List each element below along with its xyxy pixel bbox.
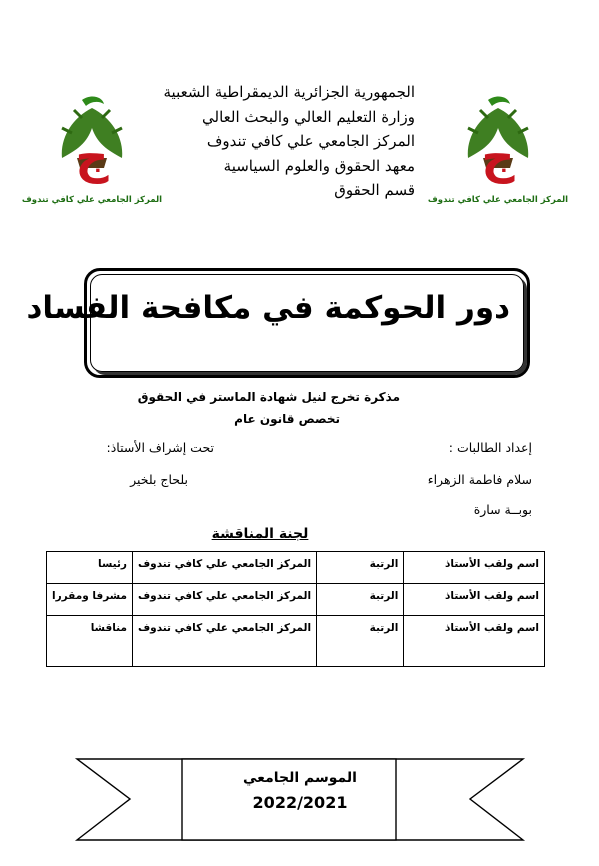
thesis-title: دور الحوكمة في مكافحة الفساد bbox=[26, 290, 510, 326]
committee-table bbox=[46, 551, 545, 667]
supervisor-label: تحت إشراف الأستاذ: bbox=[106, 440, 214, 455]
header-line-institute: معهد الحقوق والعلوم السياسية bbox=[223, 156, 415, 175]
logo-letter: ج bbox=[481, 130, 515, 184]
member-role: مشرفا ومقررا bbox=[47, 584, 133, 616]
university-logo-left bbox=[21, 88, 163, 210]
students-label: إعداد الطالبات : bbox=[448, 440, 532, 455]
university-logo-right bbox=[427, 88, 569, 210]
member-rank: الرتبة bbox=[317, 616, 404, 667]
header-line-ministry: وزارة التعليم العالي والبحث العالي bbox=[202, 107, 415, 126]
member-institution: المركز الجامعي علي كافي تندوف bbox=[132, 552, 316, 584]
member-rank: الرتبة bbox=[317, 584, 404, 616]
student-name-2: بوبــة سارة bbox=[473, 502, 532, 517]
table-row bbox=[47, 584, 545, 616]
table-row bbox=[47, 552, 545, 584]
logo-caption: المركز الجامعي علي كافي تندوف bbox=[427, 195, 569, 205]
member-rank: الرتبة bbox=[317, 552, 404, 584]
season-label: الموسم الجامعي bbox=[243, 770, 357, 786]
supervisor-name: بلحاج بلخير bbox=[130, 472, 188, 487]
student-name-1: سلام فاطمة الزهراء bbox=[427, 472, 532, 487]
member-role: رئيسا bbox=[47, 552, 133, 584]
logo-letter: ج bbox=[75, 130, 109, 184]
member-name: اسم ولقب الأستاذ bbox=[404, 552, 545, 584]
member-name: اسم ولقب الأستاذ bbox=[404, 584, 545, 616]
member-institution: المركز الجامعي علي كافي تندوف bbox=[132, 616, 316, 667]
member-institution: المركز الجامعي علي كافي تندوف bbox=[132, 584, 316, 616]
table-row bbox=[47, 616, 545, 667]
season-year: 2022/2021 bbox=[252, 793, 348, 812]
header-line-republic: الجمهورية الجزائرية الديمقراطية الشعبية bbox=[163, 83, 415, 101]
thesis-subtitle: مذكرة تخرج لنيل شهادة الماستر في الحقوق bbox=[137, 390, 400, 404]
thesis-specialty: تخصص قانون عام bbox=[234, 412, 340, 426]
committee-title: لجنة المناقشة bbox=[211, 526, 309, 542]
header-line-university: المركز الجامعي علي كافي تندوف bbox=[206, 132, 415, 150]
institution-header bbox=[150, 80, 415, 203]
member-role: مناقشا bbox=[47, 616, 133, 667]
header-line-department: قسم الحقوق bbox=[334, 181, 415, 199]
member-name: اسم ولقب الأستاذ bbox=[404, 616, 545, 667]
logo-caption: المركز الجامعي علي كافي تندوف bbox=[21, 195, 163, 205]
